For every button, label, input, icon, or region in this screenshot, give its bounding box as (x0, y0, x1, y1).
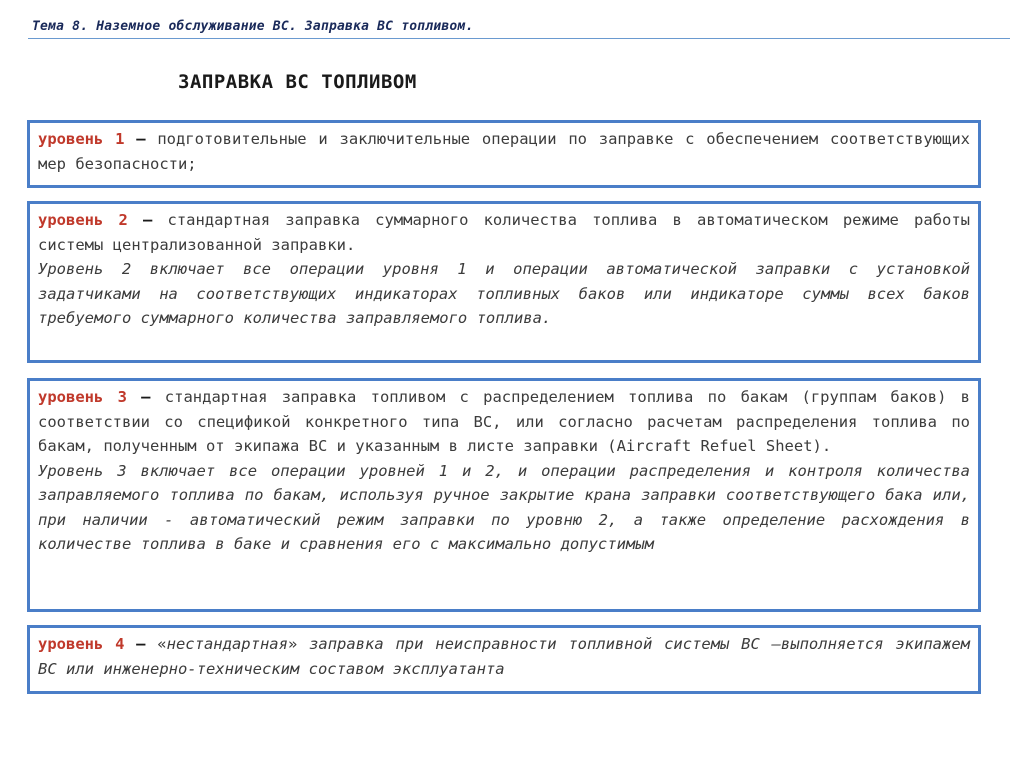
level-1-text: подготовительные и заключительные операции по заправке с обеспечением соответствующих мер безопасности; (38, 130, 971, 173)
level-3-text: стандартная заправка топливом с распределением топлива по бакам (группам баков) в соответствии со спецификой конкретного типа ВС, или согласно расчетам распределения топлива по бакам, полученным от экипажа ВС и указанным в листе заправки (Aircraft Refuel Sheet). (38, 388, 970, 455)
level-4-text: заправка при неисправности топливной системы ВС –выполняется экипажем ВС или инженерно-техническим составом эксплуатанта (38, 635, 970, 678)
level-3-label: уровень 3 (38, 388, 127, 406)
level-2-label: уровень 2 (38, 211, 128, 229)
level-4-paragraph (38, 632, 970, 681)
level-4-quote-open: « (157, 635, 167, 653)
level-2-dash: – (127, 211, 168, 229)
level-1-label: уровень 1 (38, 130, 125, 148)
level-3-paragraph (38, 385, 970, 459)
level-4-quote-close: » (287, 635, 310, 653)
level-1-dash: – (124, 130, 158, 148)
level-4-nonstandard: нестандартная (166, 635, 288, 653)
level-2-text: стандартная заправка суммарного количества топлива в автоматическом режиме работы системы централизованной заправки. (38, 211, 970, 254)
level-3-description: Уровень 3 включает все операции уровней 1 и 2, и операции распределения и контроля количества заправляемого топлива по бакам, используя ручное закрытие крана заправки соответствующего бака или, при наличии - автоматический режим заправки по уровню 2, а также определение расхождения в количестве топлива в баке и сравнения его с максимально допустимым (38, 461, 970, 553)
header-title: Тема 8. Наземное обслуживание ВС. Заправка ВС топливом. (32, 19, 474, 34)
level-4-dash: – (124, 635, 158, 653)
level-1-box (27, 120, 981, 188)
level-4-label: уровень 4 (38, 635, 125, 653)
level-2-description: Уровень 2 включает все операции уровня 1 и операции автоматической заправки с установкой задатчиками на соответствующих индикаторах топливных баков или индикаторе суммы всех баков требуемого суммарного количества заправляемого топлива. (38, 260, 970, 327)
page-title: ЗАПРАВКА ВС ТОПЛИВОМ (178, 71, 417, 93)
level-2-paragraph (38, 208, 970, 257)
level-1-paragraph (38, 127, 970, 176)
level-3-box (27, 378, 981, 612)
level-3-dash: – (126, 388, 165, 406)
header-divider (28, 38, 1010, 39)
level-2-box (27, 201, 981, 363)
level-4-box (27, 625, 981, 694)
